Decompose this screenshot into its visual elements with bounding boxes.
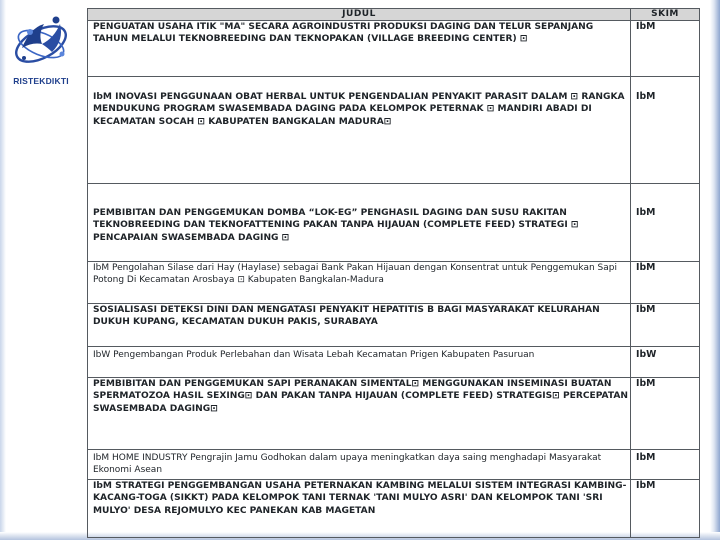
table-row (88, 262, 700, 304)
skim-cell: IbM (631, 262, 700, 304)
skim-cell: IbM (631, 304, 700, 347)
judul-cell: PENGUATAN USAHA ITIK "MA" SECARA AGROINDUSTRI PRODUKSI DAGING DAN TELUR SEPANJANG TAHUN MELALUI TEKNOBREEDING DAN TEKNOPAKAN (VILLAGE BREEDING CENTER) ⊡ (88, 21, 631, 77)
table-row (88, 347, 700, 378)
program-table (87, 8, 700, 538)
table-row (88, 77, 700, 184)
table-row (88, 450, 700, 480)
skim-cell: IbW (631, 347, 700, 378)
skim-cell: IbM (631, 450, 700, 480)
skim-cell: IbM (631, 378, 700, 450)
skim-cell: IbM (631, 77, 700, 184)
left-frame-border (0, 0, 6, 540)
table-header-row (88, 9, 700, 21)
judul-cell: IbM HOME INDUSTRY Pengrajin Jamu Godhokan dalam upaya meningkatkan daya saing menghadapi Masyarakat Ekonomi Asean (88, 450, 631, 480)
skim-cell: IbM (631, 480, 700, 538)
judul-cell: PEMBIBITAN DAN PENGGEMUKAN DOMBA “LOK-EG” PENGHASIL DAGING DAN SUSU RAKITAN TEKNOBREEDING DAN TEKNOFATTENING PAKAN TANPA HIJAUAN (COMPLETE FEED) STRATEGI ⊡ PENCAPAIAN SWASEMBADA DAGING ⊡ (88, 184, 631, 262)
table-row (88, 21, 700, 77)
judul-cell: SOSIALISASI DETEKSI DINI DAN MENGATASI PENYAKIT HEPATITIS B BAGI MASYARAKAT KELURAHAN DUKUH KUPANG, KECAMATAN DUKUH PAKIS, SURABAYA (88, 304, 631, 347)
judul-cell: IbM Pengolahan Silase dari Hay (Haylase) sebagai Bank Pakan Hijauan dengan Konsentrat untuk Penggemukan Sapi Potong Di Kecamatan Arosbaya ⊡ Kabupaten Bangkalan-Madura (88, 262, 631, 304)
table-row (88, 480, 700, 538)
judul-cell: IbW Pengembangan Produk Perlebahan dan Wisata Lebah Kecamatan Prigen Kabupaten Pasuruan (88, 347, 631, 378)
judul-cell: PEMBIBITAN DAN PENGGEMUKAN SAPI PERANAKAN SIMENTAL⊡ MENGGUNAKAN INSEMINASI BUATAN SPERMATOZOA HASIL SEXING⊡ DAN PAKAN TANPA HIJAUAN (COMPLETE FEED) STRATEGIS⊡ PERCEPATAN SWASEMBADA DAGING⊡ (88, 378, 631, 450)
right-frame-border (710, 0, 720, 540)
column-header-skim: SKIM (631, 9, 700, 21)
ristekdikti-logo (8, 8, 74, 92)
table-row (88, 378, 700, 450)
logo-label: RISTEKDIKTI (13, 76, 69, 86)
judul-cell: IbM INOVASI PENGGUNAAN OBAT HERBAL UNTUK PENGENDALIAN PENYAKIT PARASIT DALAM ⊡ RANGKA MENDUKUNG PROGRAM SWASEMBADA DAGING PADA KELOMPOK PETERNAK ⊡ MANDIRI ABADI DI KECAMATAN SOCAH ⊡ KABUPATEN BANGKALAN MADURA⊡ (88, 77, 631, 184)
table-row (88, 304, 700, 347)
ristekdikti-emblem-icon (8, 8, 74, 76)
table-row (88, 184, 700, 262)
column-header-judul: JUDUL (88, 9, 631, 21)
skim-cell: IbM (631, 21, 700, 77)
skim-cell: IbM (631, 184, 700, 262)
judul-cell: IbM STRATEGI PENGGEMBANGAN USAHA PETERNAKAN KAMBING MELALUI SISTEM INTEGRASI KAMBING-KACANG-TOGA (SIKKT) PADA KELOMPOK TANI TERNAK 'TANI MULYO ASRI' DAN KELOMPOK TANI 'SRI MULYO' DESA REJOMULYO KEC PANEKAN KAB MAGETAN (88, 480, 631, 538)
